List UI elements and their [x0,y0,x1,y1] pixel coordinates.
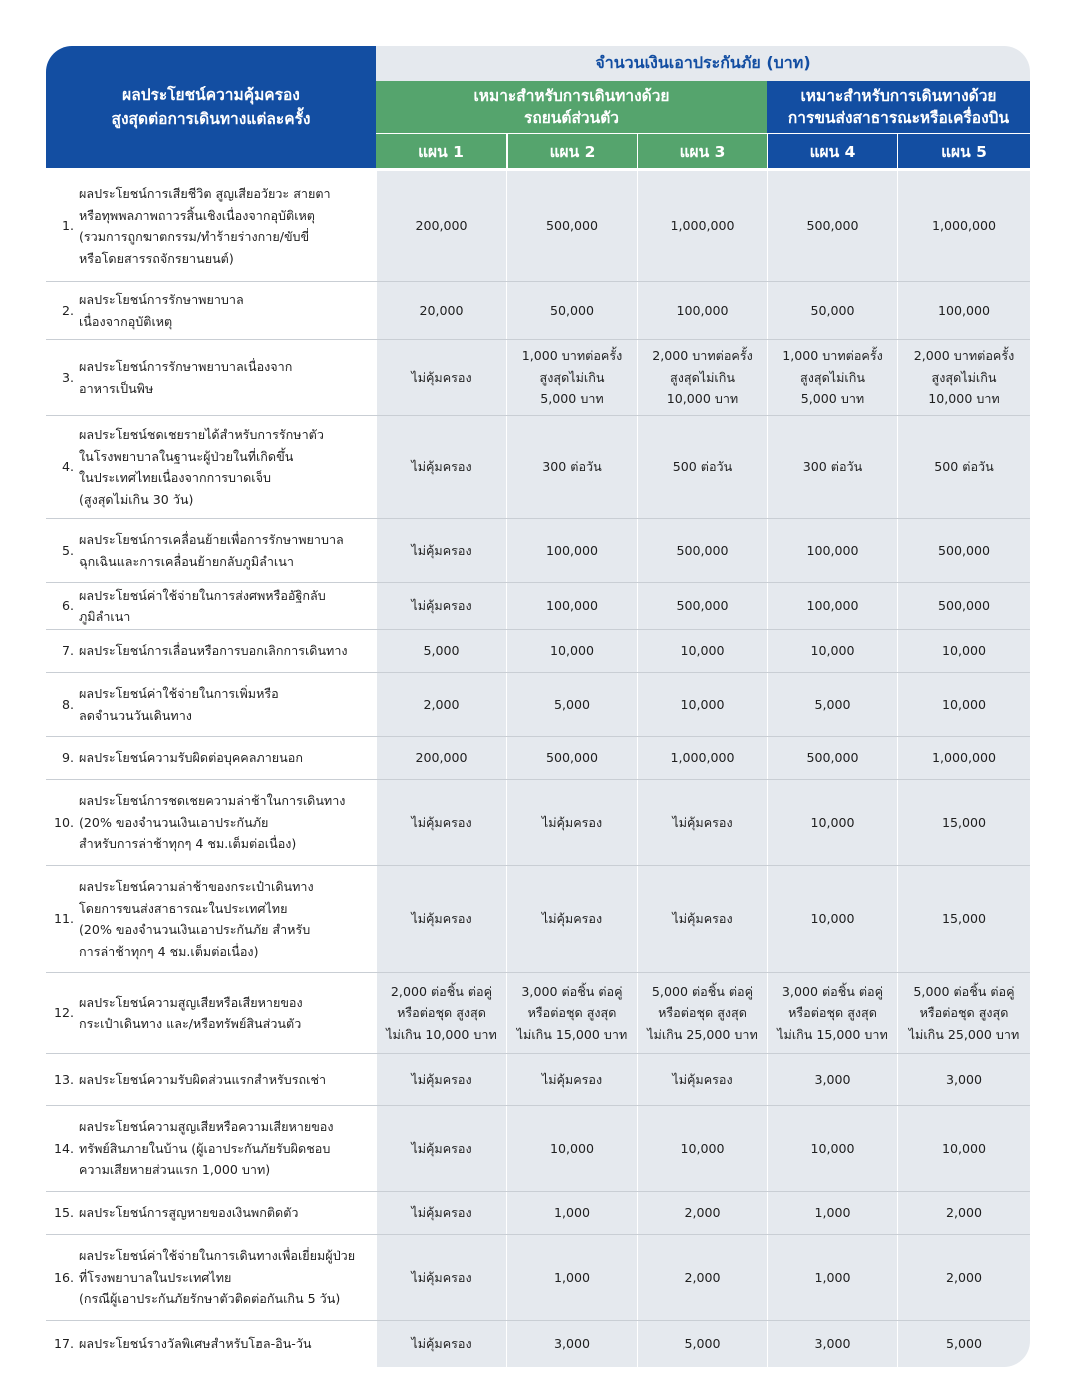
benefit-number: 16. [53,1269,74,1285]
benefit-text: ผลประโยชน์ชดเชยรายได้สำหรับการรักษาตัว ในโรงพยาบาลในฐานะผู้ป่วยในที่เกิดขึ้น ในประเทศไทยเนื่องจากการบาดเจ็บ (สูงสุดไม่เกิน 30 วัน) [79,427,324,507]
plan-4-value: 10,000 [767,1106,897,1191]
private-car-group-header [376,81,767,133]
benefit-text: ผลประโยชน์การชดเชยความล่าช้าในการเดินทาง (20% ของจำนวนเงินเอาประกันภัย สำหรับการล่าช้าทุกๆ 4 ชม.เต็มต่อเนื่อง) [79,793,346,852]
plan-3-value: 10,000 [637,1106,767,1191]
table-row [46,972,1030,1053]
table-row [46,1053,1030,1105]
table-row [46,1320,1030,1367]
benefit-text: ผลประโยชน์ค่าใช้จ่ายในการเพิ่มหรือ ลดจำนวนวันเดินทาง [79,686,279,723]
public-transport-group-header [767,81,1030,133]
benefit-text: ผลประโยชน์การเสียชีวิต สูญเสียอวัยวะ สายตา หรือทุพพลภาพถาวรสิ้นเชิงเนื่องจากอุบัติเหตุ (รวมการถูกฆาตกรรม/ทำร้ายร่างกาย/ขับขี่ หรือโดยสารรถจักรยานยนต์) [79,186,331,266]
table-row [46,779,1030,865]
plan-4-value: 500,000 [767,171,897,281]
plan-4-value: 3,000 [767,1321,897,1367]
benefit-label [46,866,376,972]
benefit-label [46,630,376,672]
plan-5-header: แผน 5 [897,134,1030,168]
benefit-label [46,1106,376,1191]
table-row [46,518,1030,582]
benefit-header [46,46,376,168]
plan-1-value: ไม่คุ้มครอง [376,1235,506,1320]
plan-3-value: 2,000 [637,1192,767,1234]
plan-4-value: 1,000 [767,1235,897,1320]
plan-4-value: 10,000 [767,630,897,672]
plan-1-value: ไม่คุ้มครอง [376,780,506,865]
benefit-number: 5. [61,542,74,558]
plan-2-value: 10,000 [506,630,637,672]
sum-insured-label: จำนวนเงินเอาประกันภัย (บาท) [595,53,811,72]
table-row [46,1105,1030,1191]
benefit-label [46,1321,376,1367]
plan-1-header: แผน 1 [376,134,506,168]
benefit-text: ผลประโยชน์รางวัลพิเศษสำหรับโฮล-อิน-วัน [79,1336,312,1352]
plan-1-value: 5,000 [376,630,506,672]
table-row [46,582,1030,629]
plan-5-value: 2,000 [897,1192,1030,1234]
plan-1-value: ไม่คุ้มครอง [376,866,506,972]
table-row [46,1234,1030,1320]
benefit-label [46,171,376,281]
plan-2-value: 500,000 [506,171,637,281]
benefit-label [46,673,376,736]
benefit-number: 10. [53,814,74,830]
plan-5-value: 10,000 [897,673,1030,736]
table-row [46,171,1030,281]
plan-4-value: 100,000 [767,519,897,582]
benefit-text: ผลประโยชน์ความรับผิดส่วนแรกสำหรับรถเช่า [79,1071,327,1087]
plan-5-value: 500,000 [897,583,1030,629]
benefit-number: 1. [61,218,74,234]
plan-1-value: ไม่คุ้มครอง [376,519,506,582]
plan-1-value: ไม่คุ้มครอง [376,583,506,629]
benefit-text: ผลประโยชน์ความสูญเสียหรือความเสียหายของ ทรัพย์สินภายในบ้าน (ผู้เอาประกันภัยรับผิดชอบ ความเสียหายส่วนแรก 1,000 บาท) [79,1119,334,1178]
benefit-label [46,583,376,629]
benefit-number: 7. [61,643,74,659]
plan-4-value: 10,000 [767,780,897,865]
plan-5-value: 10,000 [897,1106,1030,1191]
plan-5-value: 10,000 [897,630,1030,672]
plan-3-value: ไม่คุ้มครอง [637,866,767,972]
plan-5-value: 15,000 [897,780,1030,865]
private-car-group-label: เหมาะสำหรับการเดินทางด้วย รถยนต์ส่วนตัว [473,87,670,127]
benefit-text: ผลประโยชน์การเคลื่อนย้ายเพื่อการรักษาพยาบาล ฉุกเฉินและการเคลื่อนย้ายกลับภูมิลำเนา [79,532,344,569]
plan-5-value: 500 ต่อวัน [897,416,1030,518]
plan-1-value: 200,000 [376,171,506,281]
plan-2-value: 100,000 [506,583,637,629]
plan-3-value: 100,000 [637,282,767,339]
table-row [46,672,1030,736]
table-row [46,629,1030,672]
benefit-number: 2. [61,302,74,318]
plan-2-value: 10,000 [506,1106,637,1191]
plan-2-value: ไม่คุ้มครอง [506,1054,637,1105]
plan-1-value: ไม่คุ้มครอง [376,1321,506,1367]
plan-1-value: ไม่คุ้มครอง [376,1192,506,1234]
plan-3-value: 5,000 [637,1321,767,1367]
benefit-label [46,1054,376,1105]
benefit-text: ผลประโยชน์ความสูญเสียหรือเสียหายของ กระเป๋าเดินทาง และ/หรือทรัพย์สินส่วนตัว [79,994,303,1031]
plan-1-value: ไม่คุ้มครอง [376,340,506,415]
plan-4-value: 5,000 [767,673,897,736]
benefit-text: ผลประโยชน์ความรับผิดต่อบุคคลภายนอก [79,750,303,766]
plan-2-value: 500,000 [506,737,637,779]
benefit-number: 3. [61,369,74,385]
plan-3-value: 2,000 [637,1235,767,1320]
benefit-table [46,46,1030,1366]
plan-1-value: 2,000 ต่อชิ้น ต่อคู่ หรือต่อชุด สูงสุด ไม่เกิน 10,000 บาท [376,973,506,1053]
plan-3-value: 10,000 [637,673,767,736]
table-row [46,281,1030,339]
plan-5-value: 500,000 [897,519,1030,582]
plan-4-value: 500,000 [767,737,897,779]
plan-3-value: 1,000,000 [637,171,767,281]
plan-4-value: 100,000 [767,583,897,629]
table-row [46,865,1030,972]
plan-4-value: 1,000 [767,1192,897,1234]
plan-3-value: 500,000 [637,519,767,582]
plan-2-value: 1,000 [506,1235,637,1320]
plan-4-value: 300 ต่อวัน [767,416,897,518]
plan-2-value: 5,000 [506,673,637,736]
benefit-text: ผลประโยชน์การรักษาพยาบาล เนื่องจากอุบัติเหตุ [79,292,244,329]
plan-5-value: 2,000 บาทต่อครั้ง สูงสุดไม่เกิน 10,000 บาท [897,340,1030,415]
benefit-number: 14. [53,1140,74,1156]
benefit-text: ผลประโยชน์ค่าใช้จ่ายในการส่งศพหรืออัฐิกลับภูมิลำเนา [79,587,326,624]
plan-3-value: 2,000 บาทต่อครั้ง สูงสุดไม่เกิน 10,000 บาท [637,340,767,415]
table-row [46,736,1030,779]
benefit-number: 8. [61,696,74,712]
benefit-number: 17. [53,1336,74,1352]
plan-3-value: 500 ต่อวัน [637,416,767,518]
plan-5-value: 15,000 [897,866,1030,972]
plan-5-value: 1,000,000 [897,737,1030,779]
table-row [46,1191,1030,1234]
benefit-text: ผลประโยชน์ความล่าช้าของกระเป๋าเดินทาง โดยการขนส่งสาธารณะในประเทศไทย (20% ของจำนวนเงินเอาประกันภัย สำหรับ การล่าช้าทุกๆ 4 ชม.เต็มต่อเนื่อง) [79,879,314,959]
plan-5-value: 100,000 [897,282,1030,339]
public-transport-group-label: เหมาะสำหรับการเดินทางด้วย การขนส่งสาธารณะหรือเครื่องบิน [787,87,1010,127]
plan-1-value: ไม่คุ้มครอง [376,1106,506,1191]
benefit-label [46,519,376,582]
plan-2-header: แผน 2 [507,134,637,168]
plan-4-value: 3,000 ต่อชิ้น ต่อคู่ หรือต่อชุด สูงสุด ไม่เกิน 15,000 บาท [767,973,897,1053]
plan-1-value: 200,000 [376,737,506,779]
benefit-number: 15. [53,1205,74,1221]
plan-1-value: ไม่คุ้มครอง [376,416,506,518]
plan-2-value: 3,000 ต่อชิ้น ต่อคู่ หรือต่อชุด สูงสุด ไม่เกิน 15,000 บาท [506,973,637,1053]
plan-3-value: 500,000 [637,583,767,629]
benefit-label [46,780,376,865]
benefit-number: 13. [53,1071,74,1087]
benefit-rows [46,171,1030,1367]
plan-4-value: 1,000 บาทต่อครั้ง สูงสุดไม่เกิน 5,000 บาท [767,340,897,415]
plan-2-value: ไม่คุ้มครอง [506,866,637,972]
benefit-text: ผลประโยชน์การรักษาพยาบาลเนื่องจาก อาหารเป็นพิษ [79,359,293,396]
plan-2-value: 50,000 [506,282,637,339]
benefit-number: 6. [61,598,74,614]
plan-5-value: 1,000,000 [897,171,1030,281]
benefit-label [46,282,376,339]
plan-4-header: แผน 4 [767,134,897,168]
plan-5-value: 3,000 [897,1054,1030,1105]
benefit-text: ผลประโยชน์ค่าใช้จ่ายในการเดินทางเพื่อเยี่ยมผู้ป่วย ที่โรงพยาบาลในประเทศไทย (กรณีผู้เอาประกันภัยรักษาตัวติดต่อกันเกิน 5 วัน) [79,1248,356,1307]
benefit-number: 9. [61,750,74,766]
benefit-label [46,973,376,1053]
plan-3-value: 5,000 ต่อชิ้น ต่อคู่ หรือต่อชุด สูงสุด ไม่เกิน 25,000 บาท [637,973,767,1053]
benefit-number: 11. [53,911,74,927]
plan-3-header: แผน 3 [637,134,767,168]
benefit-text: ผลประโยชน์การสูญหายของเงินพกติดตัว [79,1205,299,1221]
benefit-number: 12. [53,1005,74,1021]
plan-2-value: 3,000 [506,1321,637,1367]
plan-1-value: 20,000 [376,282,506,339]
plan-4-value: 10,000 [767,866,897,972]
plan-3-value: ไม่คุ้มครอง [637,1054,767,1105]
plan-2-value: 100,000 [506,519,637,582]
plan-5-value: 5,000 ต่อชิ้น ต่อคู่ หรือต่อชุด สูงสุด ไม่เกิน 25,000 บาท [897,973,1030,1053]
benefit-header-label: ผลประโยชน์ความคุ้มครอง สูงสุดต่อการเดินทางแต่ละครั้ง [111,86,311,128]
benefit-label [46,340,376,415]
plan-2-value: 1,000 [506,1192,637,1234]
plan-2-value: 300 ต่อวัน [506,416,637,518]
plan-4-value: 50,000 [767,282,897,339]
benefit-text: ผลประโยชน์การเลื่อนหรือการบอกเลิกการเดินทาง [79,643,348,659]
plan-1-value: ไม่คุ้มครอง [376,1054,506,1105]
benefit-label [46,416,376,518]
plan-4-value: 3,000 [767,1054,897,1105]
plan-1-value: 2,000 [376,673,506,736]
plan-3-value: 10,000 [637,630,767,672]
plan-2-value: ไม่คุ้มครอง [506,780,637,865]
plan-5-value: 2,000 [897,1235,1030,1320]
plan-3-value: ไม่คุ้มครอง [637,780,767,865]
benefit-label [46,1235,376,1320]
sum-insured-header [376,46,1030,81]
benefit-label [46,1192,376,1234]
table-row [46,339,1030,415]
table-row [46,415,1030,518]
benefit-number: 4. [61,459,74,475]
plan-5-value: 5,000 [897,1321,1030,1367]
benefit-label [46,737,376,779]
plan-2-value: 1,000 บาทต่อครั้ง สูงสุดไม่เกิน 5,000 บาท [506,340,637,415]
plan-3-value: 1,000,000 [637,737,767,779]
